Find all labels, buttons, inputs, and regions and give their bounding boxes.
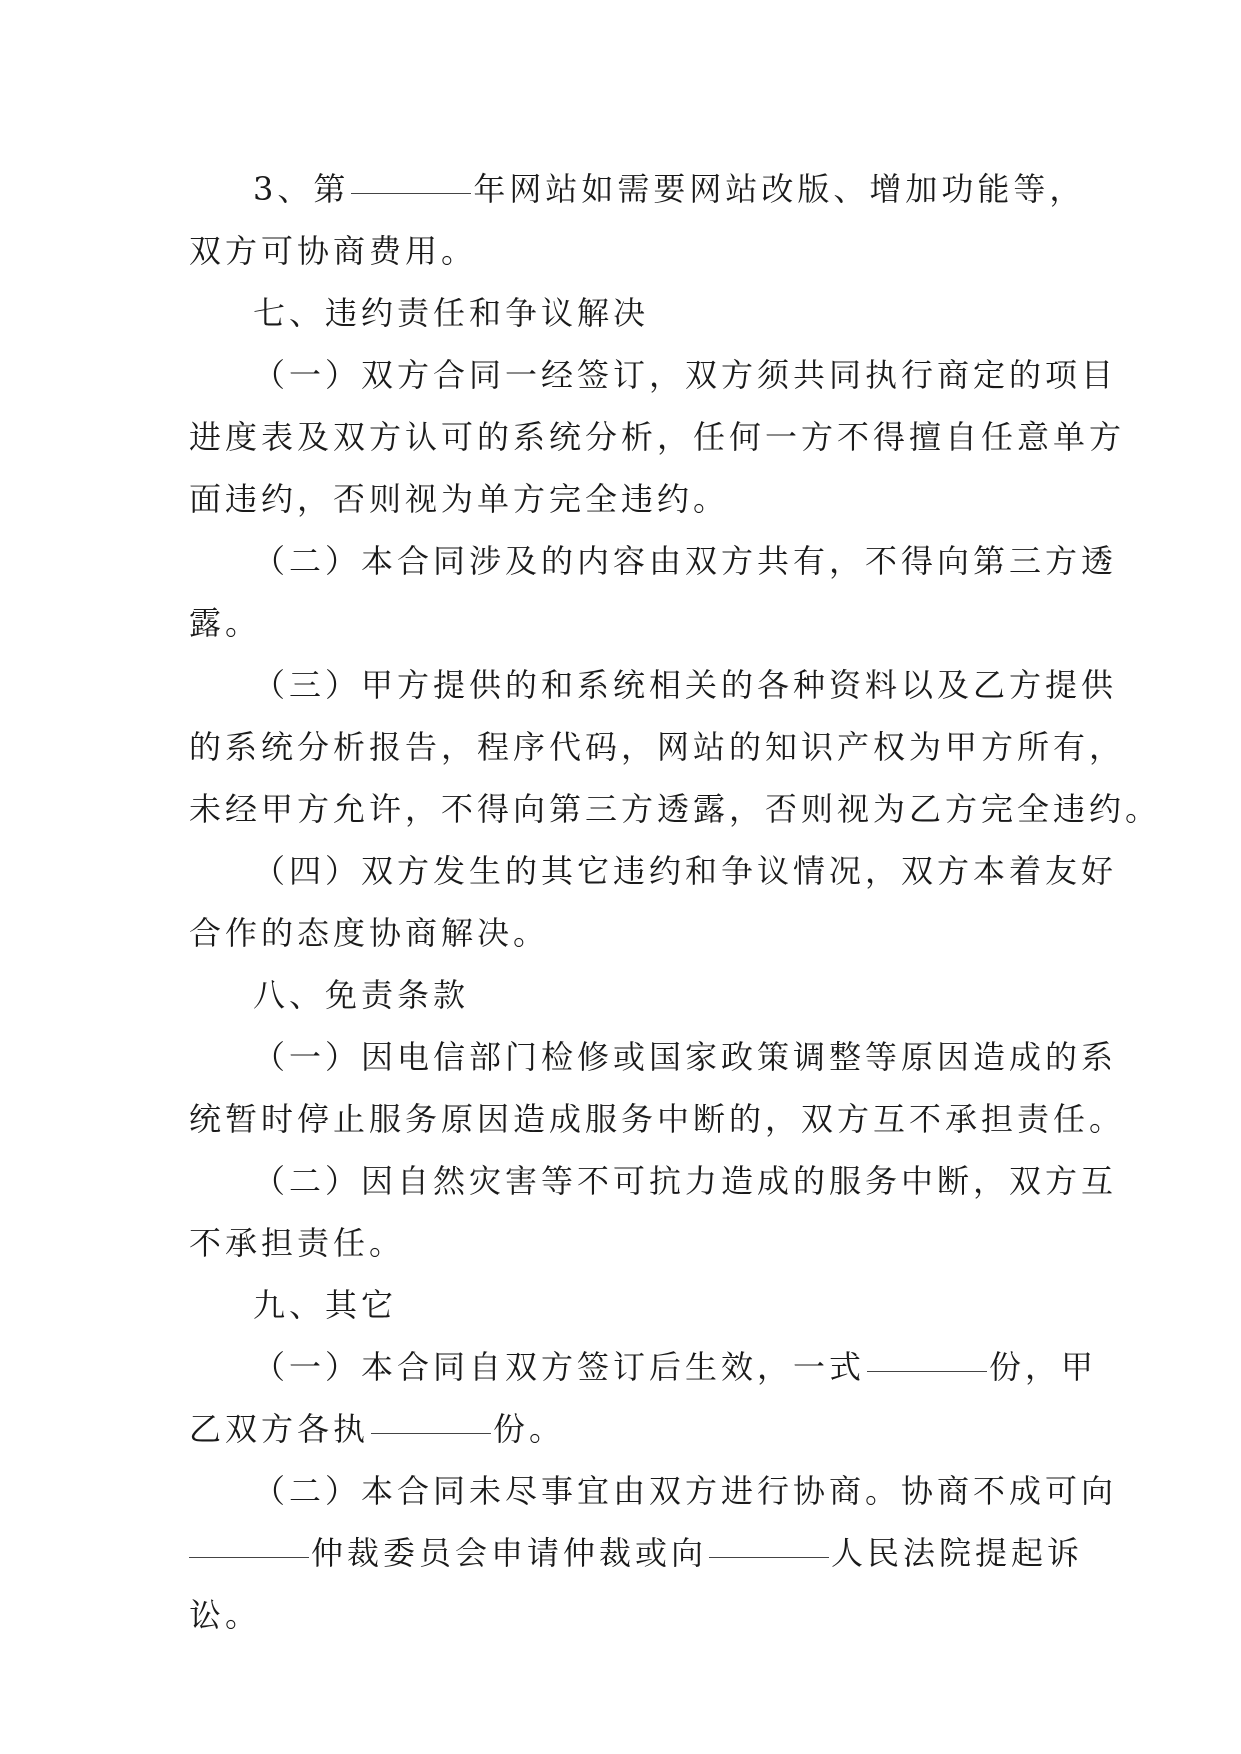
clause-9-2-line-3: 讼。 <box>189 1596 262 1634</box>
clause-text: 年网站如需要网站改版、增加功能等， <box>473 170 1086 208</box>
clause-text: 3、第 <box>253 170 350 208</box>
clause-8-2-line-1: （二）因自然灾害等不可抗力造成的服务中断，双方互 <box>253 1162 1118 1200</box>
section-9-heading: 九、其它 <box>253 1286 398 1324</box>
clause-6-3-line-2: 双方可协商费用。 <box>189 232 478 270</box>
section-7-heading: 七、违约责任和争议解决 <box>253 294 650 332</box>
document-body <box>189 158 1162 1646</box>
clause-text: 乙双方各执 <box>189 1410 370 1448</box>
clause-7-3-line-3: 未经甲方允许，不得向第三方透露，否则视为乙方完全违约。 <box>189 790 1162 828</box>
clause-9-2-line-1: （二）本合同未尽事宜由双方进行协商。协商不成可向 <box>253 1472 1118 1510</box>
fill-in-blank[interactable] <box>867 1370 987 1372</box>
section-8-heading: 八、免责条款 <box>253 976 470 1014</box>
clause-text: 人民法院提起诉 <box>831 1534 1084 1572</box>
clause-9-1-line-1 <box>189 1336 1098 1398</box>
clause-8-1-line-2: 统暂时停止服务原因造成服务中断的，双方互不承担责任。 <box>189 1100 1126 1138</box>
clause-7-1-line-1: （一）双方合同一经签订，双方须共同执行商定的项目 <box>253 356 1118 394</box>
clause-text: 份，甲 <box>989 1348 1098 1386</box>
clause-9-1-line-2 <box>189 1398 1049 1460</box>
clause-text: （一）本合同自双方签订后生效，一式 <box>253 1348 866 1386</box>
clause-text: 份。 <box>493 1410 566 1448</box>
clause-6-3-line-1 <box>189 158 1086 220</box>
clause-7-3-line-2: 的系统分析报告，程序代码，网站的知识产权为甲方所有， <box>189 728 1126 766</box>
clause-text: 仲裁委员会申请仲裁或向 <box>311 1534 708 1572</box>
clause-8-2-line-2: 不承担责任。 <box>189 1224 406 1262</box>
fill-in-blank[interactable] <box>371 1432 491 1434</box>
clause-7-4-line-1: （四）双方发生的其它违约和争议情况，双方本着友好 <box>253 852 1118 890</box>
fill-in-blank[interactable] <box>351 192 471 194</box>
fill-in-blank[interactable] <box>189 1556 309 1558</box>
clause-7-4-line-2: 合作的态度协商解决。 <box>189 914 550 952</box>
clause-7-1-line-2: 进度表及双方认可的系统分析，任何一方不得擅自任意单方 <box>189 418 1126 456</box>
clause-8-1-line-1: （一）因电信部门检修或国家政策调整等原因造成的系 <box>253 1038 1118 1076</box>
clause-7-2-line-2: 露。 <box>189 604 262 642</box>
clause-7-1-line-3: 面违约，否则视为单方完全违约。 <box>189 480 730 518</box>
clause-7-3-line-1: （三）甲方提供的和系统相关的各种资料以及乙方提供 <box>253 666 1118 704</box>
fill-in-blank[interactable] <box>709 1556 829 1558</box>
clause-9-2-line-2 <box>189 1522 1084 1584</box>
clause-7-2-line-1: （二）本合同涉及的内容由双方共有，不得向第三方透 <box>253 542 1118 580</box>
